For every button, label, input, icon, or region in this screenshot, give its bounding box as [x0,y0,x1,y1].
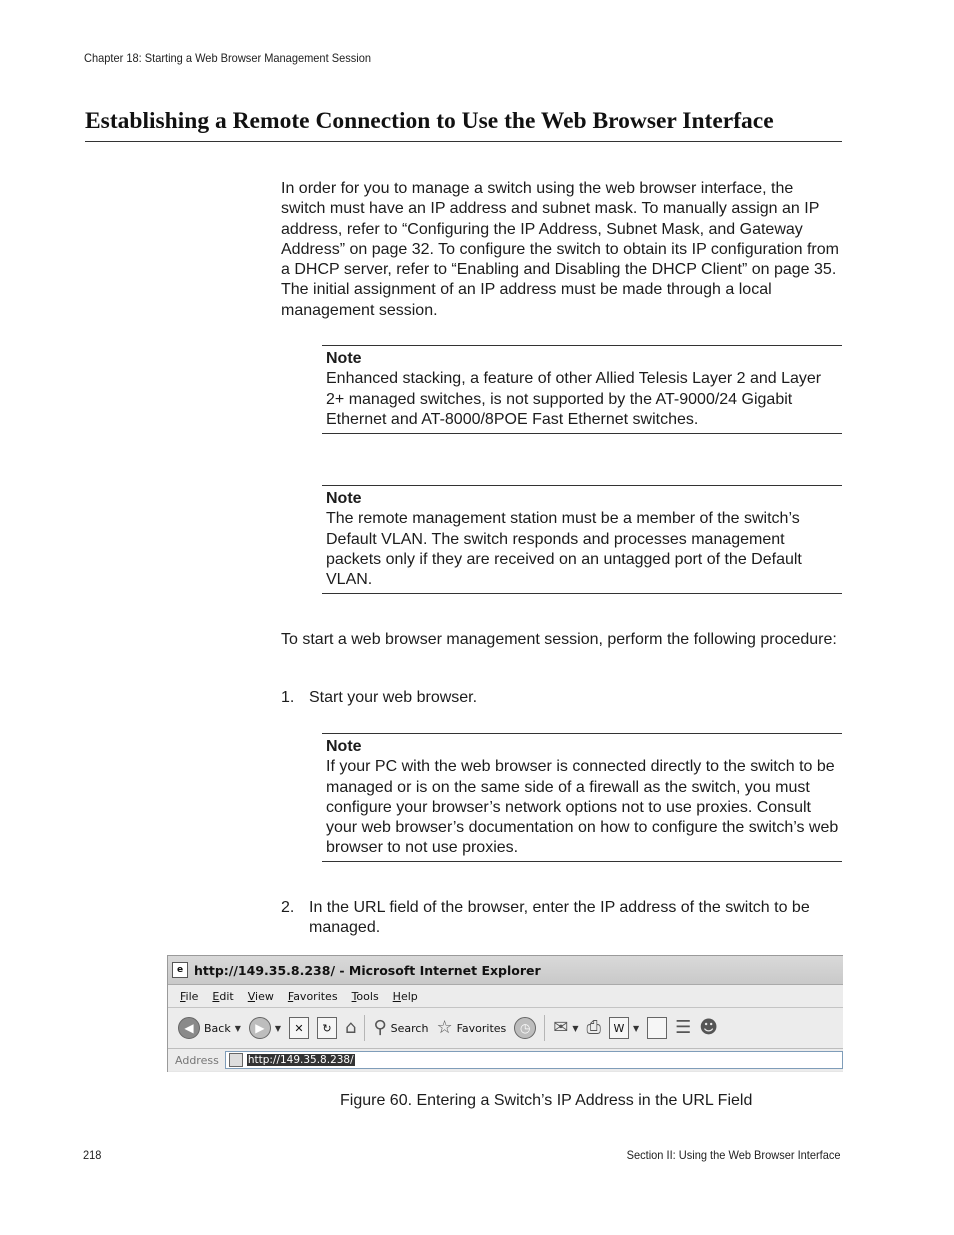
note-box [322,733,842,862]
figure-caption: Figure 60. Entering a Switch’s IP Address in the URL Field [340,1092,753,1109]
research-icon[interactable]: ☰ [675,1017,692,1038]
ie-page-icon: e [172,962,188,978]
note-box [322,345,842,434]
refresh-icon[interactable]: ↻ [317,1017,337,1039]
toolbar-separator [544,1015,545,1041]
section-title: Establishing a Remote Connection to Use the Web Browser Interface [85,108,842,142]
note-label: Note [326,350,362,367]
page-icon [229,1053,243,1067]
procedure-intro: To start a web browser management session, perform the following procedure: [281,631,837,648]
back-button[interactable] [178,1017,241,1039]
word-icon: W [609,1017,629,1039]
url-value[interactable]: http://149.35.8.238/ [247,1054,354,1066]
menu-file[interactable]: File [180,989,199,1003]
toolbar-separator [364,1015,365,1041]
address-label: Address [175,1053,219,1067]
messenger-icon[interactable]: ☻ [699,1017,719,1038]
forward-button[interactable] [249,1017,281,1039]
step-text: Start your web browser. [309,689,478,706]
browser-menu-bar [168,985,843,1008]
search-icon: ⚲ [373,1017,387,1038]
running-header: Chapter 18: Starting a Web Browser Management Session [84,51,371,65]
favorites-label: Favorites [456,1021,507,1035]
back-arrow-icon: ◀ [178,1017,200,1039]
edit-button[interactable] [609,1017,639,1039]
note-label: Note [326,490,362,507]
menu-view[interactable]: View [247,989,274,1003]
chevron-down-icon[interactable]: ▼ [234,1023,241,1033]
chevron-down-icon[interactable]: ▼ [274,1023,282,1033]
chevron-down-icon[interactable]: ▼ [632,1023,640,1033]
note-text: If your PC with the web browser is connected directly to the switch to be managed or is on the same side of a firewall as the switch, you must configure your browser’s network options not to use proxies. Consult your web browser’s documentation on how to configure the switch’s web browser to not use proxies. [326,758,839,857]
note-text: The remote management station must be a member of the switch’s Default VLAN. The switch responds and processes management packets only if they are received on an untagged port of the Default VLAN. [326,510,802,589]
menu-edit[interactable]: Edit [212,989,234,1003]
chevron-down-icon[interactable]: ▼ [572,1023,579,1033]
star-icon: ☆ [436,1017,453,1038]
mail-button[interactable] [553,1018,578,1038]
search-label: Search [390,1021,429,1035]
history-icon[interactable]: ◷ [514,1017,536,1039]
home-icon[interactable]: ⌂ [345,1017,357,1038]
step-number: 1. [281,689,295,706]
search-button[interactable] [373,1018,428,1038]
url-input[interactable] [225,1051,843,1069]
back-label: Back [204,1021,231,1035]
note-box [322,485,842,594]
note-label: Note [326,738,362,755]
browser-screenshot-figure [167,955,843,1072]
menu-help[interactable]: Help [392,989,418,1003]
stop-icon[interactable]: ✕ [289,1017,309,1039]
menu-favorites[interactable]: Favorites [287,989,338,1003]
print-icon[interactable]: ⎙ [586,1017,601,1038]
mail-icon: ✉ [553,1017,569,1038]
browser-toolbar [168,1008,843,1049]
favorites-button[interactable] [436,1018,506,1038]
step-number: 2. [281,899,295,916]
browser-title-bar [168,956,843,985]
step-text: In the URL field of the browser, enter the IP address of the switch to be managed. [309,899,810,937]
forward-arrow-icon: ▶ [249,1017,271,1039]
address-bar [168,1049,843,1071]
discuss-icon[interactable] [647,1017,667,1039]
browser-window-title: http://149.35.8.238/ - Microsoft Internet Explorer [194,962,541,978]
footer-section-label: Section II: Using the Web Browser Interface [627,1148,841,1162]
note-text: Enhanced stacking, a feature of other Allied Telesis Layer 2 and Layer 2+ managed switches, is not supported by the AT-9000/24 Gigabit Ethernet and AT-8000/8POE Fast Ethernet switches. [326,370,822,428]
intro-paragraph: In order for you to manage a switch using the web browser interface, the switch must have an IP address and subnet mask. To manually assign an IP address, refer to “Configuring the IP Address, Subnet Mask, and Gateway Address” on page 32. To configure the switch to obtain its IP configuration from a DHCP server, refer to “Enabling and Disabling the DHCP Client” on page 35. The initial assignment of an IP address must be made through a local management session. [281,180,839,319]
page-number: 218 [83,1148,102,1162]
menu-tools[interactable]: Tools [351,989,379,1003]
